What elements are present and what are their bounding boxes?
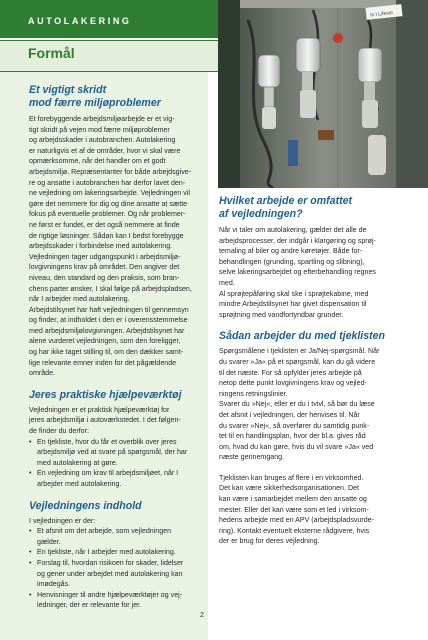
section-label: AUTOLAKERING xyxy=(28,16,132,26)
body-paragraph: Vejledningen er et praktisk hjælpeværktøj for jeres arbejdsmiljø i autoværkstedet. I det følgen- de finder du derfor: xyxy=(29,405,181,436)
photo-sign-text: Is I Lifewo xyxy=(369,10,393,19)
body-paragraph: I vejledningen er der: xyxy=(29,516,96,525)
body-paragraph: Tjeklisten kan bruges af flere i en virksomhed. Det kan være sikkerhedsorganisationen. Det kan være i samarbejdet mellem den ansatte og mester. Eller det kan være som et led i virksom- hedens arbejde med en APV (arbejdspladsvurde- ring). Kontakt eventuelt eksterne rådgivere, hvis der er brug for deres vejledning. xyxy=(219,473,374,546)
bullet-list xyxy=(29,526,199,611)
section-heading: Jeres praktiske hjælpeværktøj xyxy=(29,388,182,401)
page-number: 2 xyxy=(200,612,204,619)
section-heading: Vejledningens indhold xyxy=(29,499,142,512)
heading-line: af vejledningen? xyxy=(219,208,303,220)
heading-line: Et vigtigt skridt xyxy=(29,84,107,96)
section-heading xyxy=(29,84,199,110)
heading-line: mod færre miljøproblemer xyxy=(29,97,161,109)
section-heading: Sådan arbejder du med tjeklisten xyxy=(219,330,386,343)
bullet-list xyxy=(29,437,199,490)
heading-line: Hvilket arbejde er omfattet xyxy=(219,195,353,207)
spray-guns-photo xyxy=(218,0,428,188)
list-item: • Henvisninger til andre hjælpeværktøjer og vej- ledninger, der er relevante for jer. xyxy=(29,590,199,611)
list-item: • En tjekliste, når I arbejder med autolakering. xyxy=(29,547,199,558)
body-paragraph: Når vi taler om autolakering, gælder det alle de arbejdsprocesser, der indgår i klargøring og sprøj- temaling af biler og andre køretøjer. Både for- behandlingen (grunding, spartling og slibning), selve lakeringsarbejdet og efterbehandling regnes med. Al sprøjtepåføring skal ske i sprøjtekabine, med mindre Arbejdstilsynet har givet dispensation til sprøjtning med vandfortyndbar grunder. xyxy=(219,226,376,319)
list-item: • Et afsnit om det arbejde, som vejledningen gælder. xyxy=(29,526,199,547)
list-item: • En tjekliste, hvor du får et overblik over jeres arbejdsmiljø ved at svare på spørgsmål, der har med autolakering at gøre. xyxy=(29,437,199,469)
body-paragraph: Et forebyggende arbejdsmiljøarbejde er et vig- tigt skridt på vejen mod færre miljøproblemer og arbejdsskader i autobranchen. Autolakering er naturligvis et af de områder, hvor vi skal være opmærksomme, når det handler om et godt arbejdsmiljø. Repræsentanter for både arbejdsgive- re og ansatte i autobranchen har derfor lavet den- ne vejledning om lakeringsarbejde. Vejledningen vil gøre det nemmere for dig og dine ansatte at sætte fokus på eventuelle problemer. Og når problemer- ne først er fundet, er det også nemmere at finde de rigtige løsninger. Sådan kan I bedst forebygge arbejdsskader i forbindelse med autolakering. Vejledningen tager udgangspunkt i arbejdsmiljø- lovgivningens krav på området. Den angiver det niveau, den standard og den praksis, som bran- chens parter ønsker, I skal følge på arbejdspladsen, når I arbejder med autolakering. Arbejdstilsynet har haft vejledningen til gennemsyn og finder, at indholdet i den er i overensstemmelse med arbejdsmiljølovgivningen. Arbejdstilsynet har alene vurderet vejledningen, som den foreligger, og har ikke taget stilling til, om den dækker samt- lige relevante emner inden for det pågældende område. xyxy=(29,115,192,378)
left-column xyxy=(0,72,208,640)
list-item: • En vejledning om krav til arbejdsmiljøet, når I arbejder med autolakering. xyxy=(29,468,199,489)
section-heading xyxy=(219,195,419,221)
right-column xyxy=(219,195,419,547)
page-title: Formål xyxy=(28,45,75,61)
photo-illustration xyxy=(218,0,428,188)
body-paragraph: Spørgsmålene i tjeklisten er Ja/Nej-spørgsmål. Når du svarer »Ja« på et spørgsmål, kan du gå videre til det næste. For så opfylder jeres arbejde på netop dette punkt lovgivningens krav og vejled- ningens retningslinier. Svarer du »Nej«, eller er du i tvivl, så bør du læse det afsnit i vejledningen, der henvises til. Når du svarer »Nej«, så overfører du samtidig punk- tet til en handlingsplan, hvor der bl.a. gives råd om, hvad du kan gøre, hvis du vil svare »Ja« ved næste gennemgang. xyxy=(219,347,380,462)
list-item: • Forslag til, hvordan risikoen for skader, lidelser og gener under arbejdet med autolakering kan imødegås. xyxy=(29,558,199,590)
